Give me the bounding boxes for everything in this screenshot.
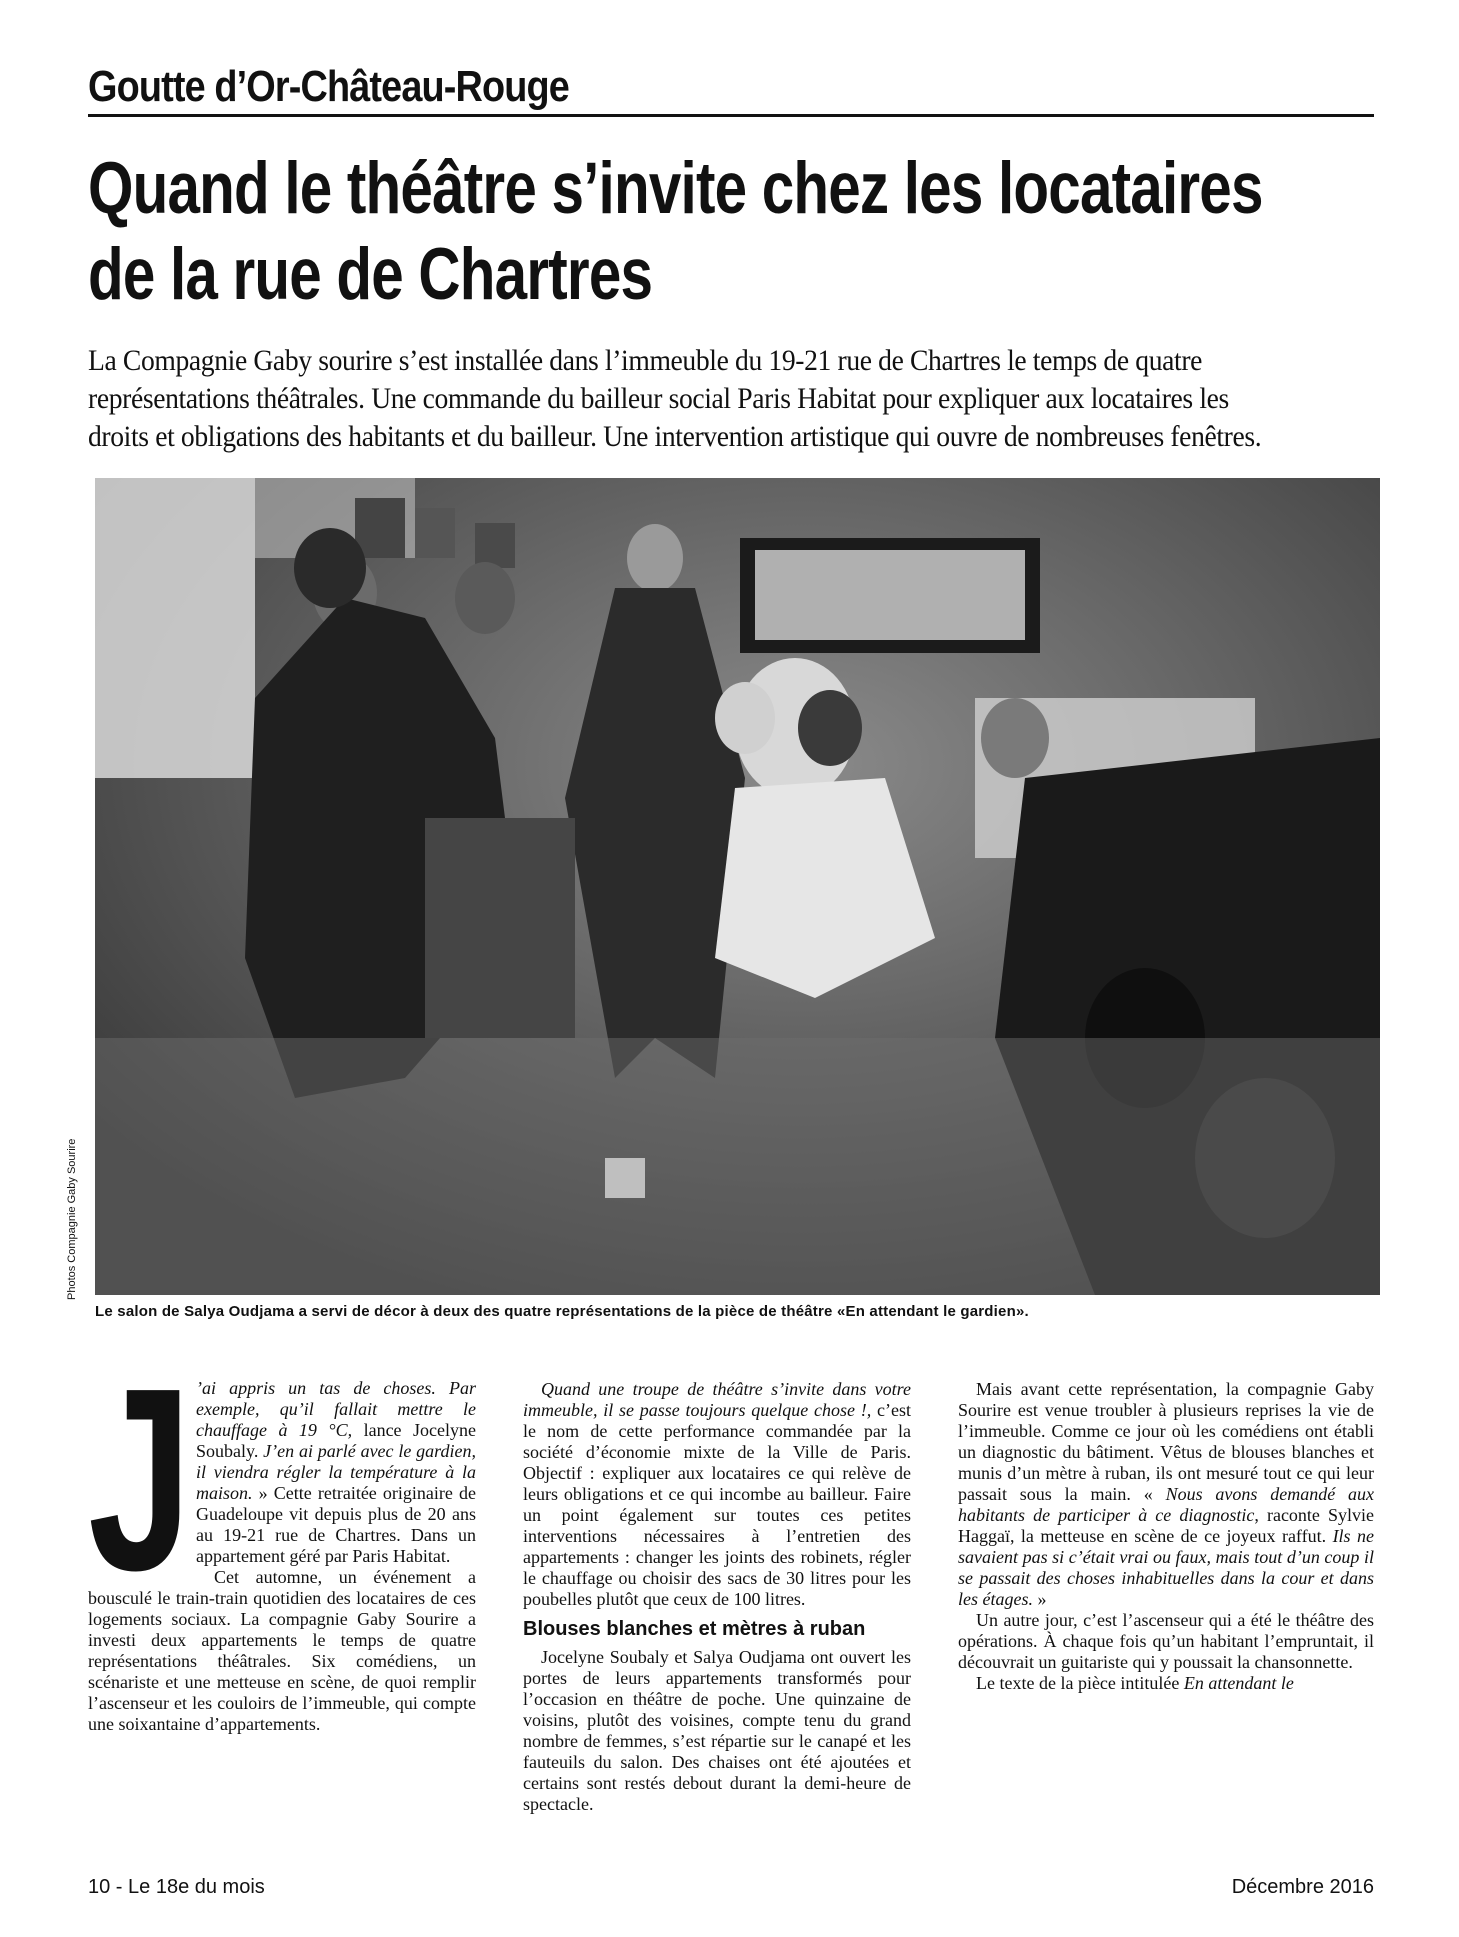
paragraph [523, 1379, 911, 1610]
section-rule [88, 114, 1374, 117]
quote-italic: Ils ne savaient pas si c’était vrai ou faux, mais tout d’un coup il se passait des choses inhabituelles dans la cour et dans les étages. [958, 1526, 1375, 1609]
photo-credit-text: Photos Compagnie Gaby Sourire [66, 1138, 78, 1300]
drop-cap: J [88, 1335, 193, 1625]
title-italic: En attendant le [1183, 1673, 1294, 1693]
headline-line-2: de la rue de Chartres [88, 234, 653, 315]
photo-credit [66, 1138, 80, 1314]
footer-page-folio: 10 - Le 18e du mois [88, 1876, 265, 1898]
quote-italic: Quand une troupe de théâtre s’invite dans votre immeuble, il se passe toujours quelque chose !, [523, 1379, 911, 1420]
quote-italic: ’ai appris un tas de choses. Par exemple, qu’il fallait mettre le chauffage à 19 °C, [196, 1378, 476, 1440]
section-rubric: Goutte d’Or-Château-Rouge [88, 62, 569, 111]
article-column-3 [958, 1379, 1374, 1694]
article-photo [95, 478, 1380, 1295]
quote-italic: J’en ai parlé avec le gardien, il viendra régler la température à la maison. [196, 1441, 476, 1503]
article-column-2 [523, 1379, 911, 1815]
headline [88, 146, 1263, 318]
text-run: Le texte de la pièce intitulée [976, 1673, 1184, 1693]
standfirst-line-1: La Compagnie Gaby sourire s’est installée dans l’immeuble du 19-21 rue de Chartres le temps de quatre [88, 344, 1203, 377]
standfirst [88, 342, 1394, 456]
text-run: » Cette retraitée originaire de Guadeloupe vit depuis plus de 20 ans au 19-21 rue de Chartres. Dans un appartement géré par Paris Habitat. [196, 1483, 476, 1566]
paragraph: Un autre jour, c’est l’ascenseur qui a été le théâtre des opérations. À chaque fois qu’un habitant l’empruntait, il découvrait un guitariste qui y poussait la chansonnette. [958, 1610, 1374, 1672]
standfirst-line-2: représentations théâtrales. Une commande du bailleur social Paris Habitat pour expliquer aux locataires les [88, 382, 1229, 415]
standfirst-line-3: droits et obligations des habitants et du bailleur. Une intervention artistique qui ouvre de nombreuses fenêtres. [88, 420, 1262, 453]
headline-line-1: Quand le théâtre s’invite chez les locataires [88, 148, 1263, 229]
paragraph [958, 1379, 1374, 1610]
footer-date: Décembre 2016 [1231, 1876, 1374, 1898]
text-run: c’est le nom de cette performance commandée par la société d’économie mixte de la Ville de Paris. Objectif : expliquer aux locataires ce qui relève de leurs obligations et ce qui incombe au bailleur. Faire un point également sur toutes ces petites interventions nécessaires à l’entretien des appartements : changer les joints des robinets, régler le chauffage ou choisir des sacs de 30 litres pour les poubelles plutôt que ceux de 100 litres. [523, 1400, 911, 1609]
text-run: lance Jocelyne Soubaly. [196, 1420, 476, 1461]
paragraph [958, 1673, 1374, 1694]
living-room-scene-illustration [95, 478, 1380, 1295]
photo-caption: Le salon de Salya Oudjama a servi de décor à deux des quatre représentations de la pièce de théâtre «En attendant le gardien». [95, 1303, 1029, 1320]
text-run: , raconte Sylvie Haggaï, la metteuse en scène de ce joyeux raffut. [958, 1505, 1375, 1546]
paragraph: Cet automne, un événement a bousculé le train-train quotidien des locataires de ces logements sociaux. La compagnie Gaby Sourire a investi deux appartements le temps de quatre représentations théâtrales. Six comédiens, un scénariste et une metteuse en scène, de quoi remplir l’ascenseur et les couloirs de l’immeuble, qui compte une soixantaine d’appartements. [88, 1567, 476, 1734]
paragraph: Jocelyne Soubaly et Salya Oudjama ont ouvert les portes de leurs appartements transformés pour l’occasion en théâtre de poche. Une quinzaine de voisins, plutôt des voisines, compte tenu du grand nombre de femmes, s’est répartie sur le canapé et les fauteuils du salon. Des chaises ont été ajoutées et certains sont restés debout durant la demi-heure de spectacle. [523, 1647, 911, 1814]
quote-italic: Nous avons demandé aux habitants de participer à ce diagnostic [958, 1484, 1374, 1525]
subheading: Blouses blanches et mètres à ruban [523, 1618, 866, 1640]
text-run: » [1032, 1589, 1047, 1609]
article-column-1 [88, 1335, 476, 1735]
text-run: Mais avant cette représentation, la compagnie Gaby Sourire est venue troubler à plusieurs reprises la vie de l’immeuble. Comme ce jour où les comédiens ont établi un diagnostic du bâtiment. Vêtus de blouses blanches et munis d’un mètre à ruban, ils ont mesuré tout ce qui leur passait sous la main. « [958, 1379, 1374, 1504]
